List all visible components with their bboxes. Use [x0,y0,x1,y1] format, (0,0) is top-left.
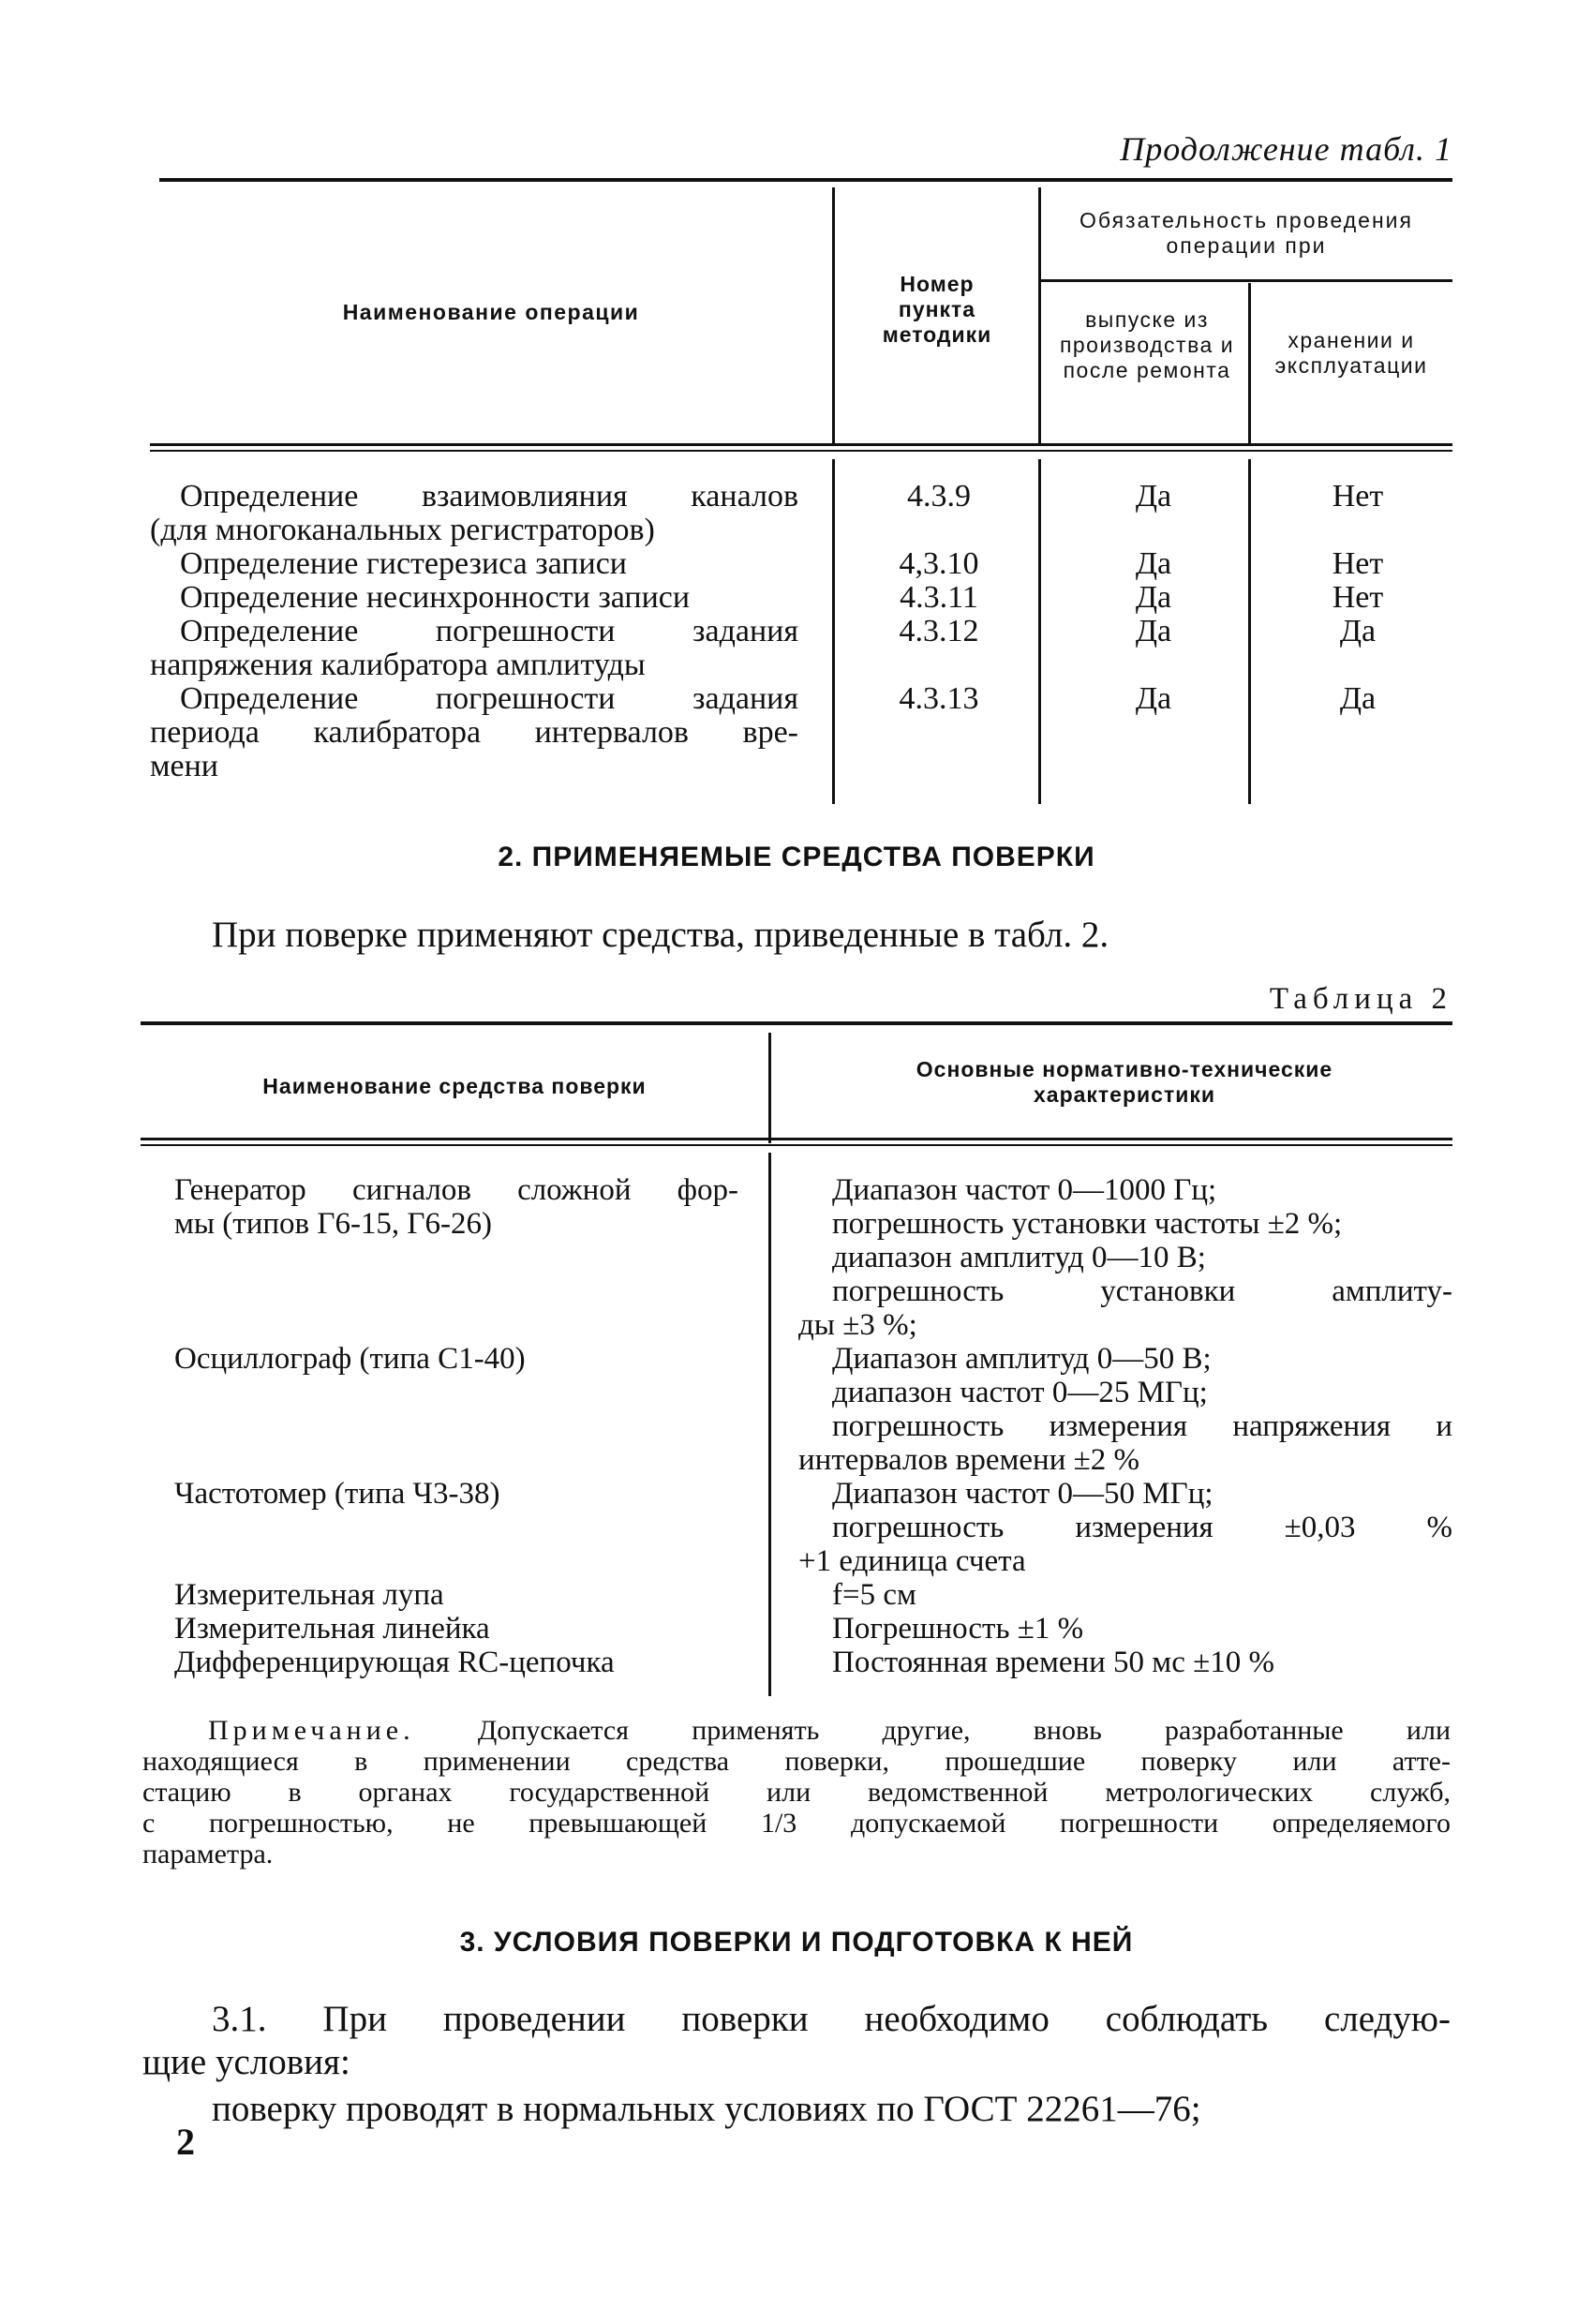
column-divider [832,459,835,804]
operation-name: Определение гистерезиса записи [180,546,627,581]
storage-value: Нет [1332,479,1384,514]
table-continuation-label: Продолжение табл. 1 [1120,130,1452,168]
table-1 [150,178,1452,804]
tool-name: Частотомер (типа Ч3-38) [174,1477,500,1511]
tool-name: Осциллограф (типа С1-40) [174,1342,526,1376]
table-2-note [142,1715,1451,1870]
table-2 [141,1021,1452,1696]
header-method-item-number: Номер пункта методики [882,272,992,347]
release-value: Да [1135,681,1172,716]
table-2-label: Таблица 2 [1269,982,1452,1016]
tool-characteristics: Диапазон частот 0—50 МГц; погрешность измерения ±0,03 % +1 единица счета [798,1477,1452,1578]
note-text: находящиеся в применении средства поверки, прошедшие поверку или атте- [142,1746,1451,1777]
tool-characteristics: Диапазон амплитуд 0—50 В; диапазон частот 0—25 МГц; погрешность измерения напряжения и интервалов времени ±2 % [798,1342,1452,1477]
column-divider [1038,459,1041,804]
release-value: Да [1135,546,1172,581]
column-divider [768,1033,771,1143]
section-2-paragraph: При поверке применяют средства, приведенные в табл. 2. [212,915,1109,955]
group-header-divider [1038,279,1452,282]
header-release: выпуске из производства и после ремонта [1059,307,1235,382]
tool-name: Дифференцирующая RC-цепочка [174,1646,615,1679]
tool-characteristics: f=5 см [832,1578,916,1612]
storage-value: Нет [1332,580,1384,615]
release-value: Да [1135,614,1172,648]
page-number: 2 [176,2121,195,2163]
note-label: Примечание. [208,1715,415,1746]
header-operation-name: Наименование операции [342,300,640,324]
header-bottom-border [141,1138,1452,1140]
table-top-border [141,1021,1452,1025]
tool-name: Генератор сигналов сложной фор- мы (типов Г6-15, Г6-26) [174,1173,738,1241]
storage-value: Да [1339,681,1377,716]
header-mandatory-group: Обязательность проведения операции при [1079,208,1413,258]
tool-name: Измерительная линейка [174,1612,490,1646]
table-top-border [159,178,1452,182]
tool-characteristics: Диапазон частот 0—1000 Гц; погрешность установки частоты ±2 %; диапазон амплитуд 0—10 В; погрешность установки амплиту- ды ±3 %; [798,1173,1452,1342]
storage-value: Нет [1332,546,1384,581]
tool-characteristics: Постоянная времени 50 мс ±10 % [832,1646,1274,1679]
method-item-number: 4.3.9 [907,479,971,514]
header-tool-name: Наименование средства поверки [262,1074,647,1098]
note-text: стацию в органах государственной или ведомственной метрологических служб, [142,1777,1451,1808]
operation-name: Определение взаимовлияния каналов (для многоканальных регистраторов) [150,479,798,547]
header-bottom-border [150,443,1452,446]
column-divider [1248,283,1251,445]
note-text: Допускается применять другие, вновь разработанные или [477,1715,1452,1746]
method-item-number: 4.3.13 [899,681,979,716]
operation-name: Определение погрешности задания периода калибратора интервалов вре- мени [150,681,798,783]
release-value: Да [1135,479,1172,514]
tool-characteristics: Погрешность ±1 % [832,1612,1084,1646]
method-item-number: 4.3.12 [899,614,979,648]
operation-name: Определение погрешности задания напряжения калибратора амплитуды [150,614,798,682]
note-text: параметра. [142,1839,274,1870]
section-3-paragraph: 3.1. При проведении поверки необходимо соблюдать следую- щие условия: поверку проводят в нормальных условиях по ГОСТ 22261—76; [142,1999,1451,2129]
header-characteristics: Основные нормативно-технические характеристики [916,1057,1333,1107]
header-storage: хранении и эксплуатации [1274,328,1428,378]
column-divider [832,187,835,445]
section-2-heading: 2. ПРИМЕНЯЕМЫЕ СРЕДСТВА ПОВЕРКИ [498,842,1095,872]
header-bottom-border [150,450,1452,452]
tool-name: Измерительная лупа [174,1578,444,1612]
header-bottom-border [141,1144,1452,1146]
method-item-number: 4.3.11 [900,580,978,615]
note-text: с погрешностью, не превышающей 1/3 допускаемой погрешности определяемого [142,1808,1451,1839]
storage-value: Да [1339,614,1377,648]
operation-name: Определение несинхронности записи [180,580,691,615]
section-3-heading: 3. УСЛОВИЯ ПОВЕРКИ И ПОДГОТОВКА К НЕЙ [459,1927,1134,1958]
release-value: Да [1135,580,1172,615]
method-item-number: 4,3.10 [899,546,979,581]
